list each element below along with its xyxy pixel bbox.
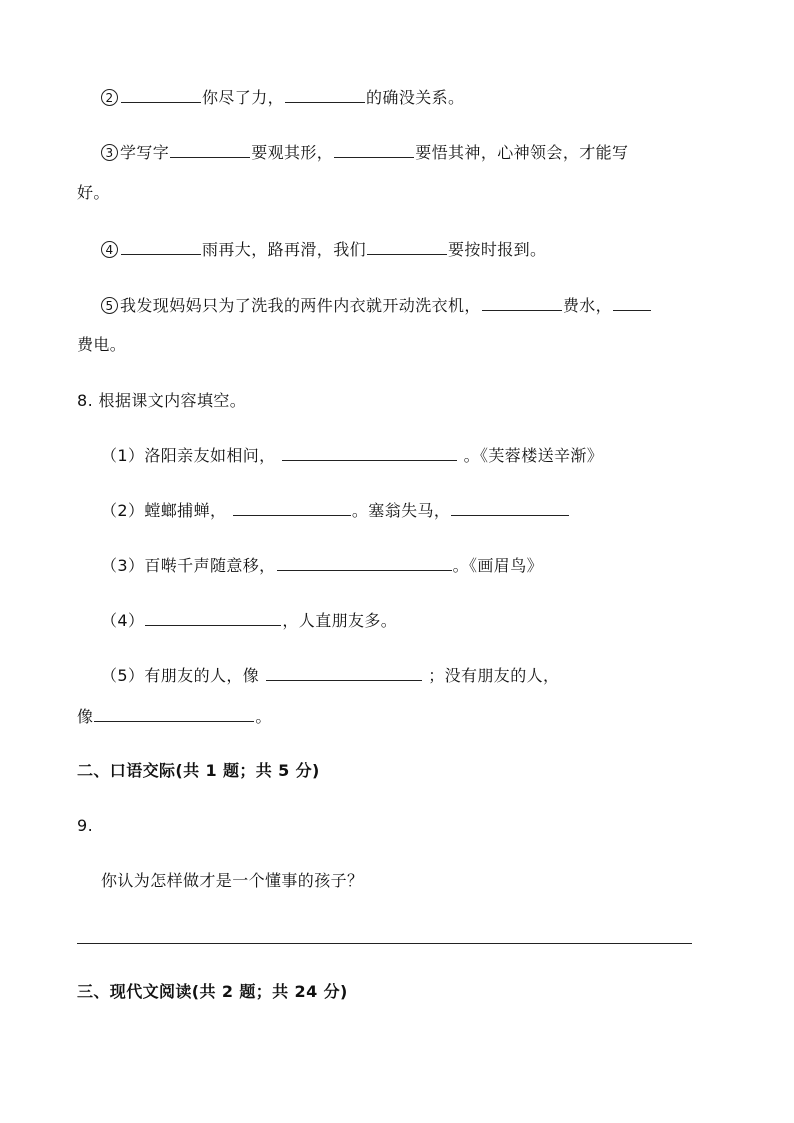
q8-item-4 — [101, 609, 397, 632]
answer-blank[interactable] — [233, 499, 351, 516]
answer-blank[interactable] — [170, 141, 250, 158]
circled-number: 5 — [101, 297, 118, 314]
answer-blank[interactable] — [367, 238, 447, 255]
q8-item-2 — [101, 499, 570, 522]
q8-item-2-pre: （2）螳螂捕蝉， — [101, 501, 227, 520]
section-3-heading: 三、现代文阅读(共 2 题；共 24 分) — [77, 982, 348, 1001]
answer-blank[interactable] — [266, 664, 422, 681]
answer-blank[interactable] — [121, 86, 201, 103]
q7-item-3-text-b: 要观其形， — [251, 143, 334, 162]
q9-answer-line[interactable] — [77, 943, 692, 944]
q7-item-3-continuation: 好。 — [77, 183, 110, 202]
circled-number: 3 — [101, 144, 118, 161]
q8-item-4-post: ，人直朋友多。 — [282, 611, 398, 630]
q8-item-1 — [101, 444, 603, 467]
q7-item-5 — [101, 294, 652, 317]
q8-item-5-line2-pre: 像 — [77, 707, 94, 726]
q8-item-5-post: ；没有朋友的人， — [428, 666, 560, 685]
q7-item-4-text-b: 要按时报到。 — [448, 240, 547, 259]
q8-item-2-mid: 。塞翁失马， — [351, 501, 451, 520]
answer-blank[interactable] — [482, 294, 562, 311]
answer-blank[interactable] — [121, 238, 201, 255]
q7-item-2-text-b: 的确没关系。 — [366, 88, 465, 107]
circled-number: 4 — [101, 241, 118, 258]
answer-blank[interactable] — [334, 141, 414, 158]
q7-item-5-text-a: 我发现妈妈只为了洗我的两件内衣就开动洗衣机， — [120, 296, 481, 315]
q9-number: 9. — [77, 816, 94, 835]
q8-item-5 — [101, 664, 559, 687]
q7-item-5-continuation: 费电。 — [77, 335, 127, 354]
q7-item-3 — [101, 141, 628, 164]
q9-prompt: 你认为怎样做才是一个懂事的孩子？ — [101, 871, 364, 890]
answer-blank[interactable] — [613, 294, 651, 311]
circled-number: 2 — [101, 89, 118, 106]
q8-item-1-pre: （1）洛阳亲友如相问， — [101, 446, 276, 465]
q7-item-3-text-c: 要悟其神，心神领会，才能写 — [415, 143, 629, 162]
q7-item-3-text-a: 学写字 — [120, 143, 170, 162]
q7-item-4 — [101, 238, 546, 261]
q7-item-5-text-b: 费水， — [562, 296, 613, 315]
q8-item-5-line2-post: 。 — [255, 707, 272, 726]
answer-blank[interactable] — [451, 499, 569, 516]
answer-blank[interactable] — [285, 86, 365, 103]
q7-item-2 — [101, 86, 464, 109]
section-2-heading: 二、口语交际(共 1 题；共 5 分) — [77, 761, 320, 780]
q8-item-3 — [101, 554, 543, 577]
q8-item-3-post: 。《画眉鸟》 — [452, 556, 543, 575]
answer-blank[interactable] — [94, 705, 254, 722]
answer-blank[interactable] — [145, 609, 281, 626]
answer-blank[interactable] — [282, 444, 457, 461]
q7-item-2-text-a: 你尽了力， — [202, 88, 285, 107]
q8-item-4-pre: （4） — [101, 611, 145, 630]
q8-item-1-post: 。《芙蓉楼送辛渐》 — [463, 446, 604, 465]
q8-item-5-pre: （5）有朋友的人，像 — [101, 666, 260, 685]
q8-item-5-continuation — [77, 705, 272, 728]
q8-item-3-pre: （3）百啭千声随意移， — [101, 556, 276, 575]
answer-blank[interactable] — [277, 554, 452, 571]
q7-item-4-text-a: 雨再大，路再滑，我们 — [202, 240, 367, 259]
q8-title: 8. 根据课文内容填空。 — [77, 391, 247, 410]
